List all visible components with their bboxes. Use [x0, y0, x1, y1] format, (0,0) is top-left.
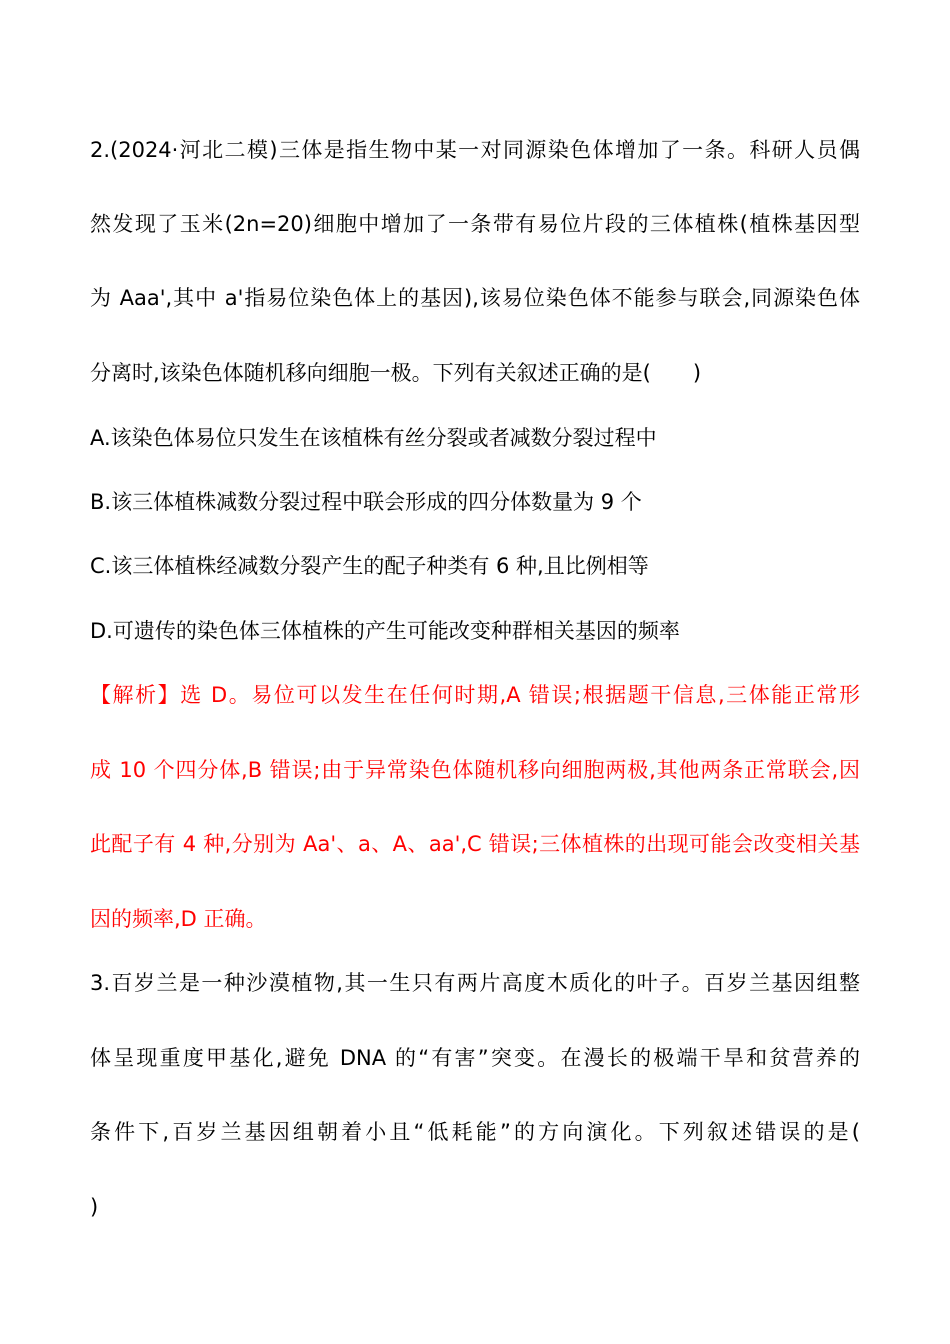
question3-stem-line-1: 3.百岁兰是一种沙漠植物,其一生只有两片高度木质化的叶子。百岁兰基因组整: [90, 971, 860, 995]
question3-stem-line-4: ): [90, 1195, 99, 1219]
question2-stem-line-1: 2.(2024·河北二模)三体是指生物中某一对同源染色体增加了一条。科研人员偶: [90, 138, 860, 162]
question2-option-c: C.该三体植株经减数分裂产生的配子种类有 6 种,且比例相等: [90, 554, 649, 578]
question2-option-b: B.该三体植株减数分裂过程中联会形成的四分体数量为 9 个: [90, 490, 642, 514]
question3-stem-line-3: 条件下,百岁兰基因组朝着小且“低耗能”的方向演化。下列叙述错误的是(: [90, 1120, 860, 1144]
question2-option-d: D.可遗传的染色体三体植株的产生可能改变种群相关基因的频率: [90, 619, 680, 643]
question2-stem-line-4: 分离时,该染色体随机移向细胞一极。下列有关叙述正确的是( ): [90, 361, 702, 385]
question2-analysis-line-3: 此配子有 4 种,分别为 Aa'、a、A、aa',C 错误;三体植株的出现可能会改变相关基: [90, 832, 860, 856]
question2-stem-line-2: 然发现了玉米(2n=20)细胞中增加了一条带有易位片段的三体植株(植株基因型: [90, 212, 860, 236]
question2-analysis-line-2: 成 10 个四分体,B 错误;由于异常染色体随机移向细胞两极,其他两条正常联会,因: [90, 758, 860, 782]
question3-stem-line-2: 体呈现重度甲基化,避免 DNA 的“有害”突变。在漫长的极端干旱和贫营养的: [90, 1046, 860, 1070]
question2-analysis-line-4: 因的频率,D 正确。: [90, 907, 267, 931]
question2-analysis-line-1: 【解析】选 D。易位可以发生在任何时期,A 错误;根据题干信息,三体能正常形: [90, 683, 860, 707]
question2-stem-line-3: 为 Aaa',其中 a'指易位染色体上的基因),该易位染色体不能参与联会,同源染色体: [90, 286, 860, 310]
question2-option-a: A.该染色体易位只发生在该植株有丝分裂或者减数分裂过程中: [90, 426, 657, 450]
